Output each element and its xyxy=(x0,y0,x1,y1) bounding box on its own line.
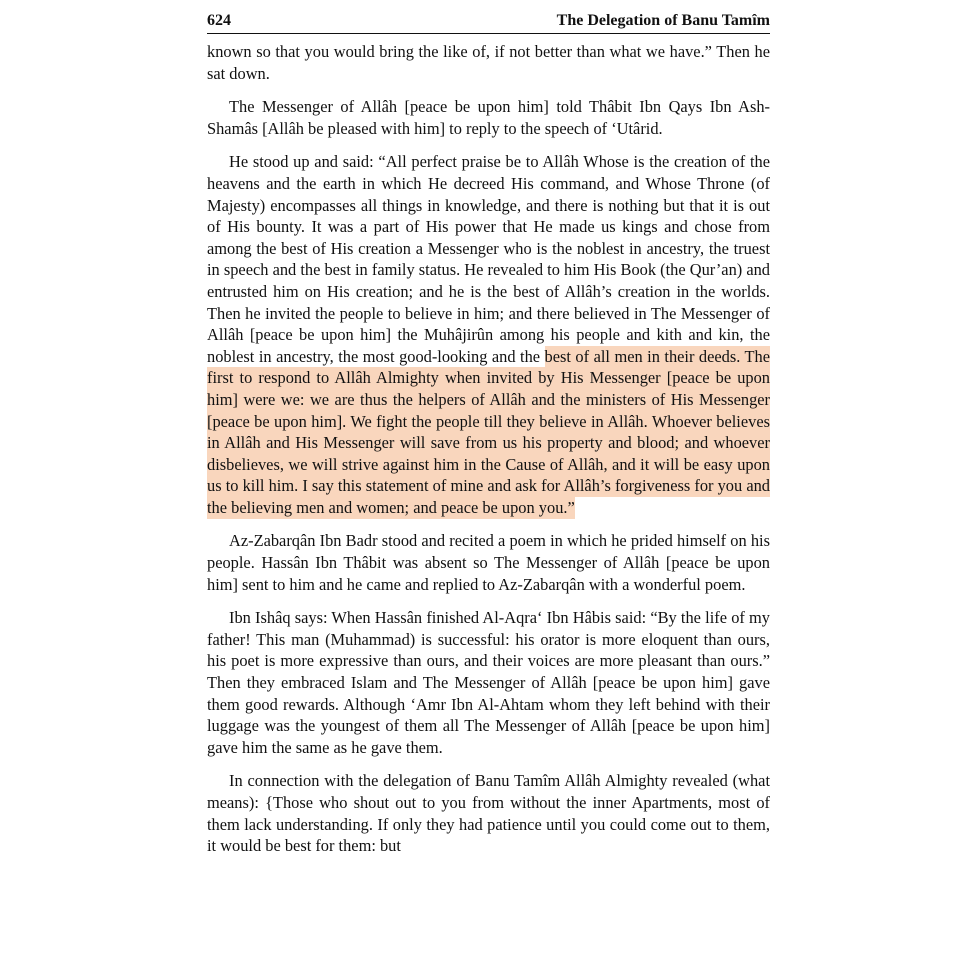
paragraph-revelation: In connection with the delegation of Banu Tamîm Allâh Almighty revealed (what means): {Those who shout out to you from without the inner Apartments, most of them lack understanding. If only they had patience until you could come out to them, it would be best for them: but xyxy=(207,771,770,856)
paragraph-zabarqan: Az-Zabarqân Ibn Badr stood and recited a poem in which he prided himself on his people. Hassân Ibn Thâbit was absent so The Messenger of Allâh [peace be upon him] sent to him and he came and replied to Az-Zabarqân with a wonderful poem. xyxy=(207,531,770,594)
page-header xyxy=(207,12,770,34)
paragraph-ibn-ishaq: Ibn Ishâq says: When Hassân finished Al-Aqra‘ Ibn Hâbis said: “By the life of my father! This man (Muhammad) is successful: his orator is more eloquent than ours, his poet is more expressive than ours, and their voices are more pleasant than ours.” Then they embraced Islam and The Messenger of Allâh [peace be upon him] gave them good rewards. Although ‘Amr Ibn Al-Ahtam whom they left behind with their luggage was the youngest of them all The Messenger of Allâh [peace be upon him] gave him the same as he gave them. xyxy=(207,608,770,757)
paragraph-thabit-reply: The Messenger of Allâh [peace be upon him] told Thâbit Ibn Qays Ibn Ash-Shamâs [Allâh be pleased with him] to reply to the speech of ‘Utârid. xyxy=(207,97,770,138)
running-title: The Delegation of Banu Tamîm xyxy=(556,12,770,29)
speech-text: He stood up and said: “All perfect praise be to Allâh Whose is the creation of the heavens and the earth in which He decreed His command, and Whose Throne (of Majesty) encompasses all things in knowledge, and there is nothing but that it is out of His bounty. It was a part of His power that He made us kings and chose from among the best of His creation a Messenger who is the noblest in ancestry, the truest in speech and the best in family status. He revealed to him His Book (the Qur’an) and entrusted him on His creation; and he is the best of Allâh’s creation in the worlds. Then he invited the people to believe in him; and there believed in The Messenger of Allâh [peace be upon him] the Muhâjirûn among his people and kith and kin, the noblest in ancestry, the most good-looking and the xyxy=(207,152,770,366)
paragraph-speech xyxy=(207,151,770,518)
page-number: 624 xyxy=(207,12,231,29)
paragraph-continued: known so that you would bring the like of, if not better than what we have.” Then he sat down. xyxy=(207,42,770,83)
book-page xyxy=(207,12,770,857)
highlighted-passage: best of all men in their deeds. The first to respond to Allâh Almighty when invited by His Messenger [peace be upon him] were we: we are thus the helpers of Allâh and the ministers of His Messenger [peace be upon him]. We fight the people till they believe in Allâh. Whoever believes in Allâh and His Messenger will save from us his property and blood; and whoever disbelieves, we will strive against him in the Cause of Allâh, and it will be easy upon us to kill him. I say this statement of mine and ask for Allâh’s forgiveness for you and the believing men and women; and peace be upon you.” xyxy=(207,346,770,517)
